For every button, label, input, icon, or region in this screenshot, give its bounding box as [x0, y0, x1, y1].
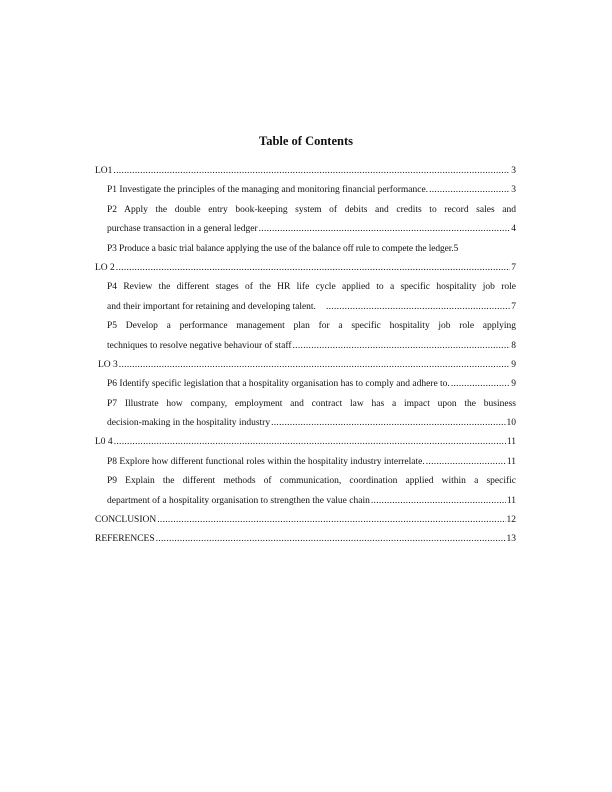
toc-page-number: 12 — [506, 515, 516, 526]
toc-entry-text: P9 Explain the different methods of communication, coordination applied within a specific — [107, 476, 516, 487]
toc-entry-text: P7 Illustrate how company, employment and contract law has a impact upon the business — [107, 398, 516, 409]
dot-leader — [429, 181, 510, 200]
dot-leader — [271, 414, 505, 433]
toc-entry-references[interactable] — [95, 530, 516, 549]
toc-page-number: 10 — [506, 418, 516, 429]
dot-leader — [259, 220, 511, 239]
toc-entry-p2[interactable] — [95, 220, 516, 239]
toc-page-number: 5 — [453, 243, 459, 254]
toc-title: Table of Contents — [259, 134, 353, 148]
toc-entry-text: P5 Develop a performance management plan for a specific hospitality job role applying — [107, 321, 516, 332]
toc-entry-p9-line1[interactable] — [95, 472, 516, 491]
toc-entry-text: techniques to resolve negative behaviour of staff — [107, 340, 292, 351]
toc-entry-text: REFERENCES — [95, 534, 155, 545]
dot-leader — [157, 511, 505, 530]
toc-entry-p5[interactable] — [95, 337, 516, 356]
dot-leader — [156, 530, 506, 549]
table-of-contents — [95, 162, 516, 550]
toc-entry-text: LO 3 — [98, 359, 118, 370]
dot-leader — [293, 337, 511, 356]
toc-page-number: 11 — [506, 437, 516, 448]
toc-entry-p1[interactable] — [95, 181, 516, 200]
toc-page-number: 8 — [511, 340, 516, 351]
toc-entry-p7-line1[interactable] — [95, 395, 516, 414]
toc-entry-text: and their important for retaining and developing talent. — [107, 301, 316, 312]
toc-page-number: 3 — [511, 185, 516, 196]
dot-leader — [113, 162, 510, 181]
toc-entry-p2-line1[interactable] — [95, 201, 516, 220]
toc-entry-text: P3 Produce a basic trial balance applying the use of the balance off rule to compete the ledger. — [107, 243, 454, 254]
toc-entry-conclusion[interactable] — [95, 511, 516, 530]
toc-entry-p7[interactable] — [95, 414, 516, 433]
toc-page-number: 11 — [506, 456, 516, 467]
toc-page-number: 9 — [511, 359, 516, 370]
toc-entry-text: LO1 — [95, 166, 113, 176]
toc-entry-text: purchase transaction in a general ledger — [107, 224, 258, 235]
toc-page-number: 4 — [511, 224, 516, 235]
dot-leader — [114, 433, 506, 452]
toc-entry-text: L0 4 — [95, 437, 113, 448]
toc-entry-text: P4 Review the different stages of the HR life cycle applied to a specific hospitality job role — [107, 282, 516, 293]
toc-entry-p8[interactable] — [95, 453, 516, 472]
toc-page-number: 7 — [511, 262, 516, 273]
dot-leader — [119, 356, 510, 375]
toc-page-number: 3 — [511, 166, 516, 176]
toc-entry-lo4[interactable] — [95, 433, 516, 452]
toc-entry-p4[interactable] — [95, 298, 516, 317]
dot-leader — [426, 453, 506, 472]
toc-page-number: 11 — [506, 495, 516, 506]
toc-entry-lo2[interactable] — [95, 259, 516, 278]
dot-leader — [371, 492, 506, 511]
toc-entry-p3[interactable] — [95, 240, 516, 259]
toc-entry-text: LO 2 — [95, 262, 115, 273]
toc-entry-p9[interactable] — [95, 492, 516, 511]
toc-entry-p4-line1[interactable] — [95, 278, 516, 297]
toc-page-number: 7 — [511, 301, 516, 312]
toc-entry-text: P1 Investigate the principles of the managing and monitoring financial performance. — [107, 185, 429, 196]
toc-entry-lo1[interactable] — [95, 162, 516, 181]
toc-page-number: 13 — [506, 534, 516, 545]
toc-entry-text: department of a hospitality organisation to strengthen the value chain — [107, 495, 370, 506]
dot-leader — [451, 375, 510, 394]
toc-entry-text: P8 Explore how different functional roles within the hospitality industry interrelate. — [107, 456, 425, 467]
dot-leader — [326, 298, 510, 317]
dot-leader — [116, 259, 510, 278]
toc-page-number: 9 — [511, 379, 516, 390]
toc-entry-text: CONCLUSION — [95, 515, 157, 526]
toc-entry-text: P2 Apply the double entry book-keeping system of debits and credits to record sales and — [107, 204, 516, 215]
toc-entry-text: decision-making in the hospitality industry — [107, 418, 271, 429]
toc-entry-text: P6 Identify specific legislation that a hospitality organisation has to comply and adhere to. — [107, 379, 450, 390]
toc-entry-lo3[interactable] — [95, 356, 516, 375]
toc-entry-p6[interactable] — [95, 375, 516, 394]
toc-entry-p5-line1[interactable] — [95, 317, 516, 336]
